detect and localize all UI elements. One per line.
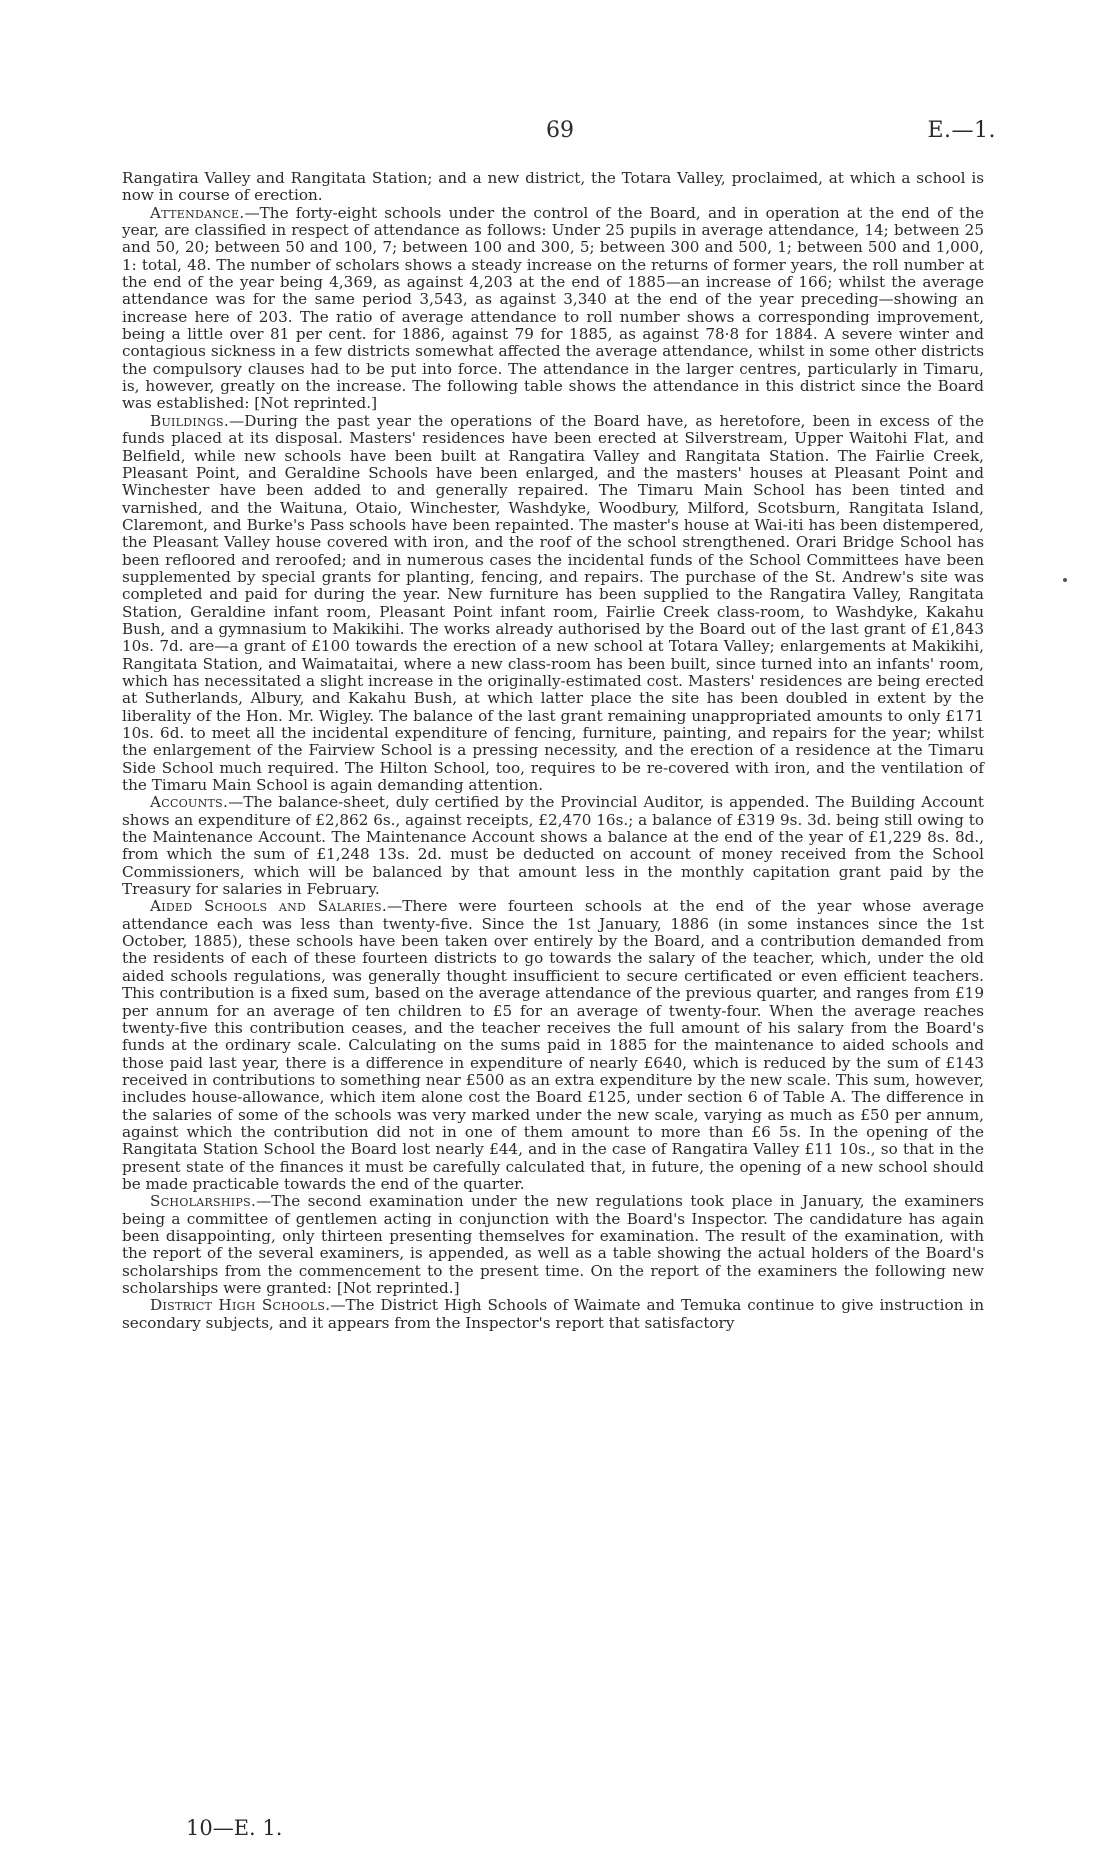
paragraph-aided-schools bbox=[122, 898, 984, 1193]
paragraph-text: —The balance-sheet, duly certified by the Provincial Auditor, is appended. The Building Account shows an expenditure of £2,862 6s., against receipts, £2,470 16s.; a balance of £319 9s. 3d. being still owing to the Maintenance Account. The Maintenance Account shows a balance at the end of the year of £1,229 8s. 8d., from which the sum of £1,248 13s. 2d. must be deducted on account of money received from the School Commissioners, which will be balanced by that amount less in the monthly capitation grant paid by the Treasury for salaries in February. bbox=[122, 793, 984, 899]
margin-mark bbox=[1063, 578, 1067, 582]
paragraph-scholarships bbox=[122, 1193, 984, 1297]
section-heading: Scholarships. bbox=[150, 1192, 257, 1211]
body-text bbox=[122, 170, 984, 1332]
paragraph-attendance bbox=[122, 205, 984, 413]
paragraph-continuation bbox=[122, 170, 984, 205]
section-heading: Accounts. bbox=[150, 793, 229, 812]
section-heading: Aided Schools and Salaries. bbox=[150, 897, 388, 916]
paragraph-buildings bbox=[122, 413, 984, 795]
paragraph-text: —During the past year the operations of the Board have, as heretofore, been in excess of the funds placed at its disposal. Masters' residences have been erected at Silverstream, Upper Waitohi Flat, and Belfield, while new schools have been built at Rangatira Valley and Rangitata Station. The Fairlie Creek, Pleasant Point, and Geraldine Schools have been enlarged, and the masters' houses at Pleasant Point and Winchester have been added to and generally repaired. The Timaru Main School has been tinted and varnished, and the Waituna, Otaio, Winchester, Washdyke, Woodbury, Milford, Scotsburn, Rangitata Island, Claremont, and Burke's Pass schools have been repainted. The master's house at Wai-iti has been distempered, the Pleasant Valley house covered with iron, and the roof of the school strengthened. Orari Bridge School has been refloored and reroofed; and in numerous cases the incidental funds of the School Committees have been supplemented by special grants for planting, fencing, and repairs. The purchase of the St. Andrew's site was completed and paid for during the year. New furniture has been supplied to the Rangatira Valley, Rangitata Station, Geraldine infant room, Pleasant Point infant room, Fairlie Creek class-room, to Washdyke, Kakahu Bush, and a gymnasium to Makikihi. The works already authorised by the Board out of the last grant of £1,843 10s. 7d. are—a grant of £100 towards the erection of a new school at Totara Valley; enlargements at Makikihi, Rangitata Station, and Waimataitai, where a new class-room has been built, since turned into an infants' room, which has necessitated a slight increase in the originally-estimated cost. Masters' residences are being erected at Sutherlands, Albury, and Kakahu Bush, at which latter place the site has been doubled in extent by the liberality of the Hon. Mr. Wigley. The balance of the last grant remaining unappropriated amounts to only £171 10s. 6d. to meet all the incidental expenditure of fencing, furniture, painting, and repairs for the year; whilst the enlargement of the Fairview School is a pressing necessity, and the erection of a residence at the Timaru Side School much required. The Hilton School, too, requires to be re-covered with iron, and the ventilation of the Timaru Main School is again demanding attention. bbox=[122, 411, 984, 795]
paragraph-text: Rangatira Valley and Rangitata Station; and a new district, the Totara Valley, proclaimed, at which a school is now in course of erection. bbox=[122, 169, 984, 205]
paragraph-accounts bbox=[122, 794, 984, 898]
printer-signature: 10—E. 1. bbox=[186, 1816, 283, 1840]
page-number: 69 bbox=[546, 118, 574, 143]
section-heading: Attendance. bbox=[150, 203, 245, 222]
paragraph-text: —The District High Schools of Waimate and Temuka continue to give instruction in secondary subjects, and it appears from the Inspector's report that satisfactory bbox=[122, 1296, 984, 1332]
paragraph-district-high-schools bbox=[122, 1297, 984, 1332]
series-code: E.—1. bbox=[927, 118, 996, 143]
paragraph-text: —There were fourteen schools at the end of the year whose average attendance each was less than twenty-five. Since the 1st January, 1886 (in some instances since the 1st October, 1885), these schools have been taken over entirely by the Board, and a contribution demanded from the residents of each of these fourteen districts to go towards the salary of the teacher, which, under the old aided schools regulations, was generally thought insufficient to secure certificated or even efficient teachers. This contribution is a fixed sum, based on the average attendance of the previous quarter, and ranges from £19 per annum for an average of ten children to £5 for an average of twenty-four. When the average reaches twenty-five this contribution ceases, and the teacher receives the full amount of his salary from the Board's funds at the ordinary scale. Calculating on the sums paid in 1885 for the maintenance to aided schools and those paid last year, there is a difference in expenditure of nearly £640, which is reduced by the sum of £143 received in contributions to something near £500 as an extra expenditure by the new scale. This sum, however, includes house-allowance, which item alone cost the Board £125, under section 6 of Table A. The difference in the salaries of some of the schools was very marked under the new scale, varying as much as £50 per annum, against which the contribution did not in one of them amount to more than £6 5s. In the opening of the Rangitata Station School the Board lost nearly £44, and in the case of Rangatira Valley £11 10s., so that in the present state of the finances it must be carefully calculated that, in future, the opening of a new school should be made practicable towards the end of the quarter. bbox=[122, 897, 984, 1193]
section-heading: Buildings. bbox=[150, 411, 230, 430]
paragraph-text: —The second examination under the new regulations took place in January, the examiners being a committee of gentlemen acting in conjunction with the Board's Inspector. The candidature has again been disappointing, only thirteen presenting themselves for examination. The result of the examination, with the report of the several examiners, is appended, as well as a table showing the actual holders of the Board's scholarships from the commencement to the present time. On the report of the examiners the following new scholarships were granted: [Not reprinted.] bbox=[122, 1192, 984, 1297]
section-heading: District High Schools. bbox=[150, 1296, 331, 1315]
paragraph-text: —The forty-eight schools under the control of the Board, and in operation at the end of the year, are classified in respect of attendance as follows: Under 25 pupils in average attendance, 14; between 25 and 50, 20; between 50 and 100, 7; between 100 and 300, 5; between 300 and 500, 1; between 500 and 1,000, 1: total, 48. The number of scholars shows a steady increase on the returns of former years, the roll number at the end of the year being 4,369, as against 4,203 at the end of 1885—an increase of 166; whilst the average attendance was for the same period 3,543, as against 3,340 at the end of the year preceding—showing an increase here of 203. The ratio of average attendance to roll number shows a corresponding improvement, being a little over 81 per cent. for 1886, against 79 for 1885, as against 78·8 for 1884. A severe winter and contagious sickness in a few districts somewhat affected the average attendance, whilst in some other districts the compulsory clauses had to be put into force. The attendance in the larger centres, particularly in Timaru, is, however, greatly on the increase. The following table shows the attendance in this district since the Board was established: [Not reprinted.] bbox=[122, 203, 984, 413]
